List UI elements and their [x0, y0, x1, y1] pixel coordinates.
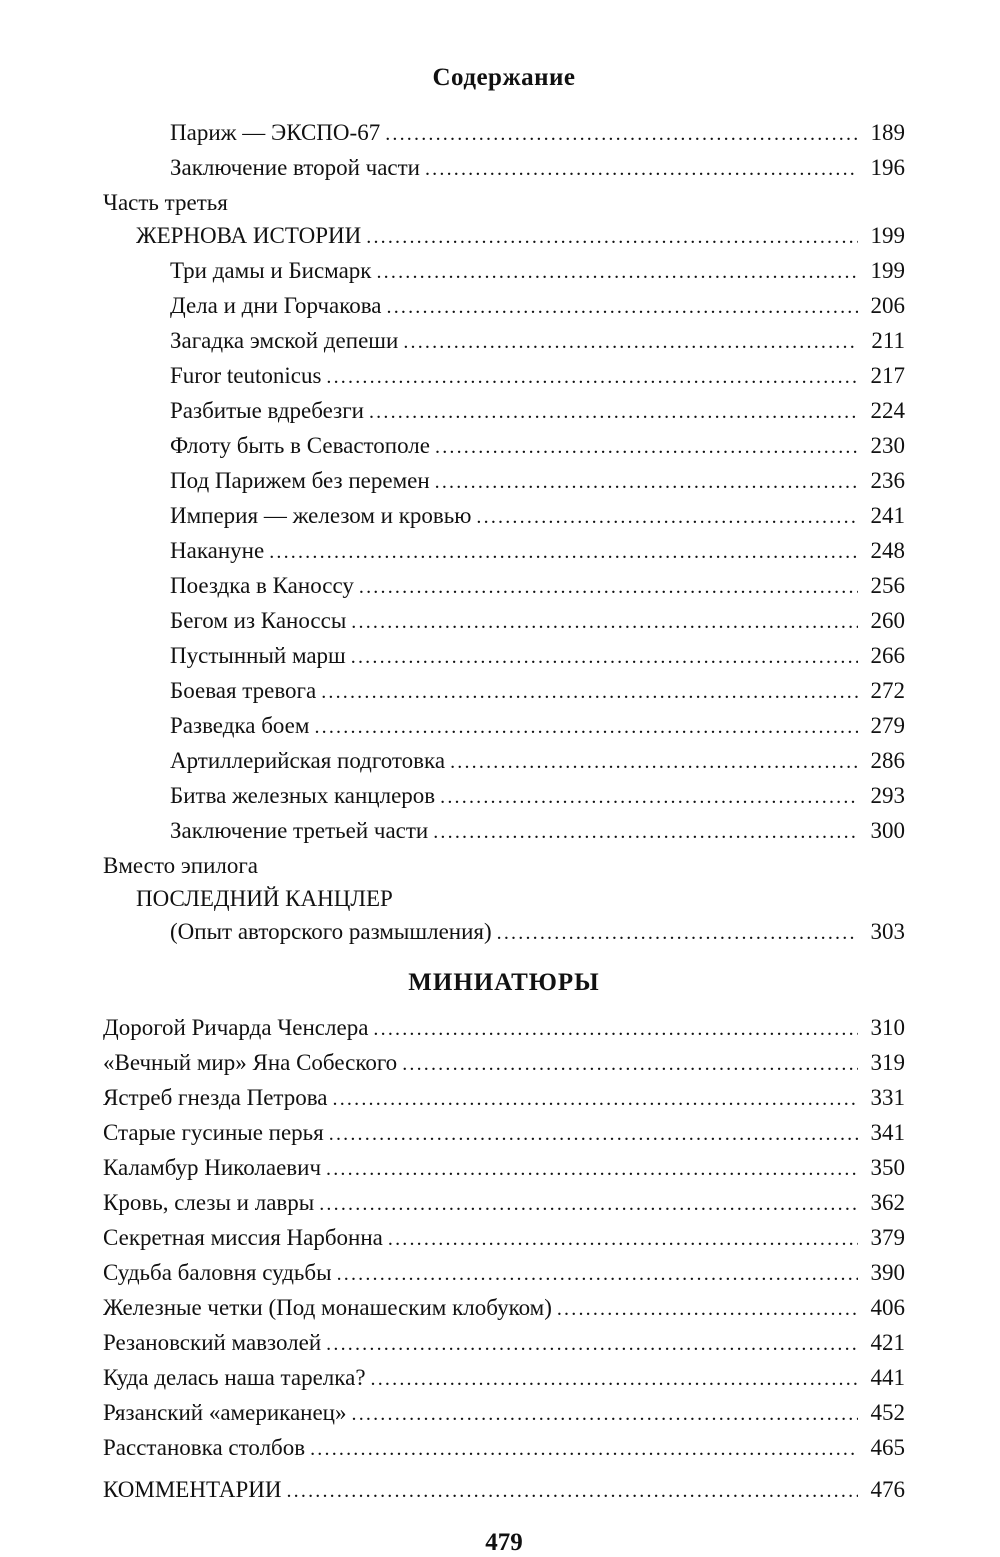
toc-entry — [103, 254, 905, 289]
dot-leader — [319, 1186, 858, 1221]
dot-leader — [337, 1256, 858, 1291]
toc-entry-page: 286 — [870, 748, 905, 773]
toc-entry — [103, 915, 905, 950]
toc-entry-page: 266 — [870, 643, 905, 668]
toc-entry-page: 452 — [870, 1400, 905, 1425]
toc-entry-page: 406 — [870, 1295, 905, 1320]
toc-entry-page: 196 — [870, 155, 905, 180]
toc-entry-page: 206 — [870, 293, 905, 318]
toc-entry-label: Рязанский «американец» — [103, 1400, 347, 1425]
toc-entry-label: Боевая тревога — [170, 678, 317, 703]
toc-entry — [103, 534, 905, 569]
toc-entry — [103, 604, 905, 639]
toc-entry — [103, 116, 905, 151]
toc-entry-label: Судьба баловня судьбы — [103, 1260, 332, 1285]
dot-leader — [326, 359, 858, 394]
toc-entry-page: 331 — [870, 1085, 905, 1110]
toc-entry-label: Дела и дни Горчакова — [170, 293, 382, 318]
dot-leader — [440, 779, 858, 814]
toc-entry-page: 217 — [870, 363, 905, 388]
toc-entry-label: КОММЕНТАРИИ — [103, 1477, 282, 1502]
toc-entry — [103, 324, 905, 359]
toc-entry-page: 256 — [870, 573, 905, 598]
toc-entry-label: Поездка в Каноссу — [170, 573, 354, 598]
dot-leader — [329, 1116, 858, 1151]
toc-entry — [103, 1081, 905, 1116]
dot-leader — [321, 674, 858, 709]
toc-entry-label: Куда делась наша тарелка? — [103, 1365, 366, 1390]
dot-leader — [352, 1396, 859, 1431]
toc-entry — [103, 674, 905, 709]
toc-entry-page: 199 — [870, 258, 905, 283]
dot-leader — [359, 569, 858, 604]
toc-entry-page: 303 — [870, 919, 905, 944]
toc-entry-page: 310 — [870, 1015, 905, 1040]
toc-entry-label: Резановский мавзолей — [103, 1330, 322, 1355]
toc-entry-label: Под Парижем без перемен — [170, 468, 430, 493]
toc-entry — [103, 709, 905, 744]
toc-entry — [103, 744, 905, 779]
dot-leader — [385, 116, 858, 151]
toc-entry — [103, 814, 905, 849]
dot-leader — [425, 151, 858, 186]
dot-leader — [376, 254, 858, 289]
toc-entry — [103, 569, 905, 604]
toc-entry — [103, 1473, 905, 1508]
toc-entry-label: Furor teutonicus — [170, 363, 322, 388]
dot-leader — [351, 604, 858, 639]
dot-leader — [433, 814, 858, 849]
toc-entry — [103, 1151, 905, 1186]
toc-entry-page: 379 — [870, 1225, 905, 1250]
toc-entry — [103, 1046, 905, 1081]
toc-entry-page: 350 — [870, 1155, 905, 1180]
dot-leader — [269, 534, 858, 569]
toc-entry — [103, 1186, 905, 1221]
toc-entry-label: Заключение третьей части — [170, 818, 429, 843]
toc-entry-page: 199 — [870, 223, 905, 248]
toc-entry-page: 441 — [870, 1365, 905, 1390]
toc-entry-label: Флоту быть в Севастополе — [170, 433, 430, 458]
dot-leader — [476, 499, 858, 534]
toc-entry-page: 211 — [871, 328, 905, 353]
dot-leader — [351, 639, 858, 674]
dot-leader — [310, 1431, 858, 1466]
toc-entry — [103, 849, 905, 882]
dot-leader — [326, 1326, 858, 1361]
toc-entry-label: Заключение второй части — [170, 155, 420, 180]
toc-entry-page: 224 — [870, 398, 905, 423]
dot-leader — [557, 1291, 858, 1326]
toc-entry-label: Разбитые вдребезги — [170, 398, 364, 423]
toc-entry-page: 272 — [870, 678, 905, 703]
page-title: Содержание — [432, 64, 576, 91]
toc-entry — [103, 1256, 905, 1291]
toc-entry-label: Накануне — [170, 538, 265, 563]
toc-entry-label: Ястреб гнезда Петрова — [103, 1085, 328, 1110]
toc-entry-label: Загадка эмской депеши — [170, 328, 399, 353]
toc-entry-page: 341 — [870, 1120, 905, 1145]
toc-entry-page: 476 — [870, 1477, 905, 1502]
toc-entry — [103, 151, 905, 186]
toc-entry — [103, 186, 905, 219]
toc-entry-page: 248 — [870, 538, 905, 563]
toc-entry-label: Три дамы и Бисмарк — [170, 258, 372, 283]
footer-page-number: 479 — [485, 1529, 523, 1556]
toc-entry-page: 241 — [870, 503, 905, 528]
dot-leader — [373, 1011, 858, 1046]
toc-entry-label: ЖЕРНОВА ИСТОРИИ — [136, 223, 362, 248]
dot-leader — [371, 1361, 858, 1396]
toc-entry — [103, 1396, 905, 1431]
toc-entry — [103, 1361, 905, 1396]
toc-entry-label: Каламбур Николаевич — [103, 1155, 322, 1180]
toc-entry-page: 390 — [870, 1260, 905, 1285]
toc-entry — [103, 1291, 905, 1326]
dot-leader — [402, 1046, 858, 1081]
toc-entry-page: 319 — [870, 1050, 905, 1075]
dot-leader — [286, 1473, 858, 1508]
toc — [103, 116, 905, 1508]
toc-entry — [103, 1011, 905, 1046]
dot-leader — [435, 464, 858, 499]
dot-leader — [326, 1151, 858, 1186]
dot-leader — [403, 324, 858, 359]
dot-leader — [333, 1081, 858, 1116]
toc-entry — [103, 639, 905, 674]
toc-entry-page: 189 — [870, 120, 905, 145]
toc-entry-page: 293 — [870, 783, 905, 808]
toc-entry — [103, 779, 905, 814]
toc-entry-label: Пустынный марш — [170, 643, 346, 668]
toc-entry-label: Разведка боем — [170, 713, 310, 738]
toc-entry-page: 300 — [870, 818, 905, 843]
toc-entry — [103, 882, 905, 915]
section-heading — [103, 966, 905, 999]
toc-entry-label: Вместо эпилога — [103, 853, 258, 878]
toc-entry-label: Старые гусиные перья — [103, 1120, 324, 1145]
section-heading-text: МИНИАТЮРЫ — [408, 969, 600, 996]
toc-entry-label: Дорогой Ричарда Ченслера — [103, 1015, 369, 1040]
toc-entry-page: 260 — [870, 608, 905, 633]
toc-entry-label: «Вечный мир» Яна Собеского — [103, 1050, 398, 1075]
toc-entry-page: 236 — [870, 468, 905, 493]
toc-entry — [103, 359, 905, 394]
toc-entry — [103, 499, 905, 534]
toc-entry — [103, 219, 905, 254]
toc-entry-page: 362 — [870, 1190, 905, 1215]
toc-entry-page: 279 — [870, 713, 905, 738]
toc-entry-label: Секретная миссия Нарбонна — [103, 1225, 383, 1250]
toc-entry — [103, 1431, 905, 1466]
dot-leader — [366, 219, 858, 254]
dot-leader — [369, 394, 858, 429]
dot-leader — [388, 1221, 858, 1256]
toc-entry-label: ПОСЛЕДНИЙ КАНЦЛЕР — [136, 886, 393, 911]
toc-entry — [103, 1326, 905, 1361]
toc-entry-label: Железные четки (Под монашеским клобуком) — [103, 1295, 552, 1320]
toc-entry — [103, 429, 905, 464]
toc-entry-label: Бегом из Каноссы — [170, 608, 347, 633]
toc-entry-label: Империя — железом и кровью — [170, 503, 472, 528]
toc-entry-label: Расстановка столбов — [103, 1435, 306, 1460]
toc-entry — [103, 464, 905, 499]
toc-entry-label: Часть третья — [103, 190, 228, 215]
toc-entry-label: (Опыт авторского размышления) — [170, 919, 492, 944]
dot-leader — [450, 744, 858, 779]
toc-entry-page: 230 — [870, 433, 905, 458]
toc-entry-page: 421 — [870, 1330, 905, 1355]
toc-entry — [103, 394, 905, 429]
toc-entry — [103, 1116, 905, 1151]
toc-entry-page: 465 — [870, 1435, 905, 1460]
dot-leader — [435, 429, 858, 464]
toc-entry-label: Артиллерийская подготовка — [170, 748, 446, 773]
dot-leader — [314, 709, 858, 744]
dot-leader — [387, 289, 859, 324]
toc-entry-label: Битва железных канцлеров — [170, 783, 436, 808]
toc-entry — [103, 289, 905, 324]
toc-entry-label: Кровь, слезы и лавры — [103, 1190, 315, 1215]
toc-entry — [103, 1221, 905, 1256]
toc-entry-label: Париж — ЭКСПО-67 — [170, 120, 381, 145]
dot-leader — [497, 915, 858, 950]
